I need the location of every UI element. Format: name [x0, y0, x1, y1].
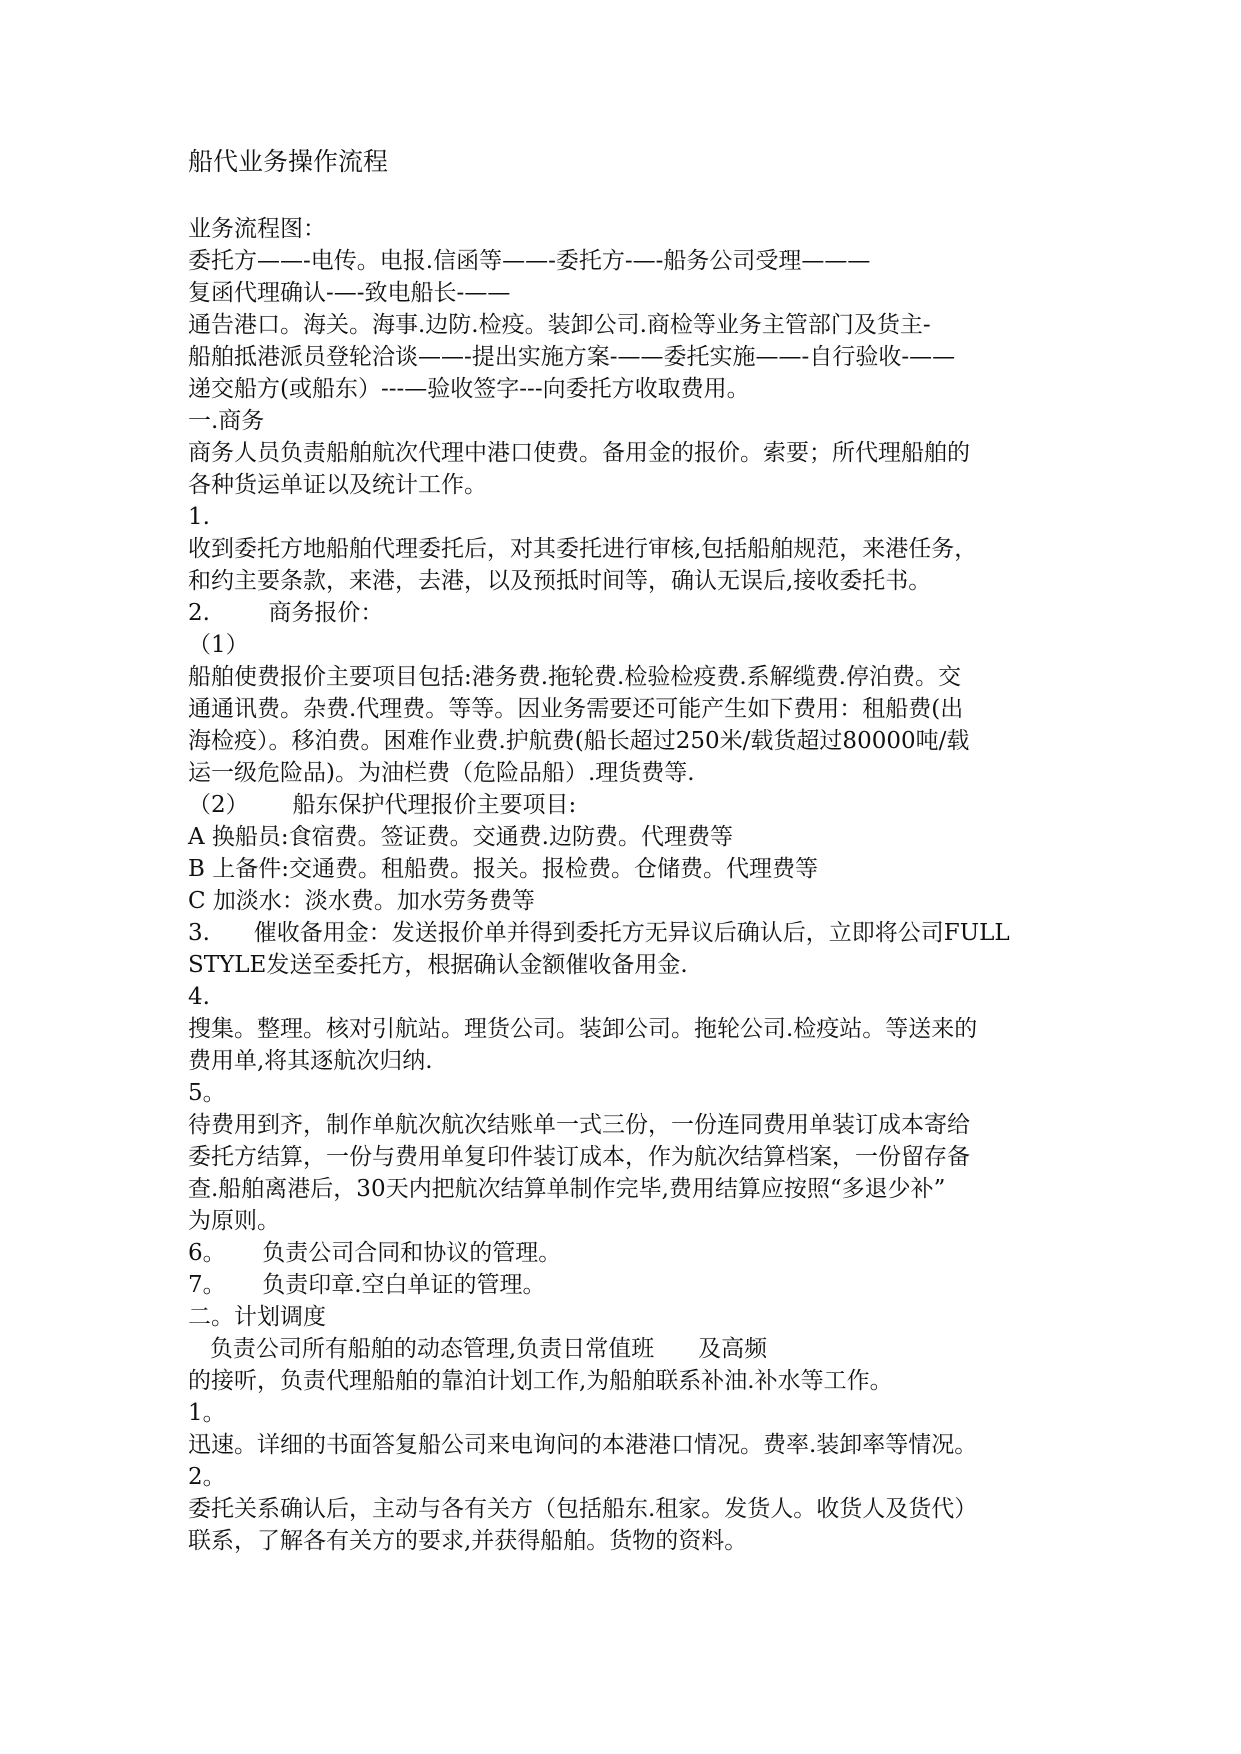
body-line: 商务人员负责船舶航次代理中港口使费。备用金的报价。索要；所代理船舶的 [188, 440, 970, 466]
body-line: 1。 [188, 1400, 226, 1426]
body-line: 通通讯费。杂费.代理费。等等。因业务需要还可能产生如下费用：租船费(出 [188, 696, 964, 722]
body-line: 递交船方(或船东）---—验收签字---向委托方收取费用。 [188, 376, 750, 402]
body-line: 3. 催收备用金：发送报价单并得到委托方无异议后确认后，立即将公司FULL [188, 920, 1010, 946]
body-line: 5。 [188, 1080, 226, 1106]
body-line: B 上备件:交通费。租船费。报关。报检费。仓储费。代理费等 [188, 856, 818, 882]
body-line: 委托方——-电传。电报.信函等——-委托方-—-船务公司受理——— [188, 248, 871, 274]
body-line: 为原则。 [188, 1208, 280, 1234]
body-line: 海检疫）。移泊费。困难作业费.护航费(船长超过250米/载货超过80000吨/载 [188, 728, 970, 754]
body-line: A 换船员:食宿费。签证费。交通费.边防费。代理费等 [188, 824, 733, 850]
body-line: 7。 负责印章.空白单证的管理。 [188, 1272, 546, 1298]
body-line: 查.船舶离港后，30天内把航次结算单制作完毕,费用结算应按照“多退少补” [188, 1176, 946, 1202]
body-line: 通告港口。海关。海事.边防.检疫。装卸公司.商检等业务主管部门及货主- [188, 312, 931, 338]
body-line: 委托关系确认后，主动与各有关方（包括船东.租家。发货人。收货人及货代） [188, 1496, 978, 1522]
body-line: 搜集。整理。核对引航站。理货公司。装卸公司。拖轮公司.检疫站。等送来的 [188, 1016, 978, 1042]
body-line: 2. 商务报价： [188, 600, 384, 626]
body-line: 的接听，负责代理船舶的靠泊计划工作,为船舶联系补油.补水等工作。 [188, 1368, 893, 1394]
body-line: 二。计划调度 [188, 1304, 326, 1330]
body-line: （2） 船东保护代理报价主要项目: [188, 792, 577, 818]
body-line: 负责公司所有船舶的动态管理,负责日常值班 及高频 [188, 1336, 768, 1362]
body-line: 船舶抵港派员登轮洽谈——-提出实施方案-——委托实施——-自行验收-—— [188, 344, 956, 370]
body-line: 各种货运单证以及统计工作。 [188, 472, 487, 498]
body-line: 费用单,将其逐航次归纳. [188, 1048, 433, 1074]
body-line: 4. [188, 984, 210, 1010]
body-line: 和约主要条款，来港，去港，以及预抵时间等，确认无误后,接收委托书。 [188, 568, 932, 594]
body-line: 1. [188, 504, 210, 530]
body-line: 运一级危险品)。为油栏费（危险品船）.理货费等. [188, 760, 695, 786]
body-line: 待费用到齐，制作单航次航次结账单一式三份，一份连同费用单装订成本寄给 [188, 1112, 970, 1138]
document-title: 船代业务操作流程 [188, 147, 389, 176]
body-line: 复函代理确认-—-致电船长-—— [188, 280, 511, 306]
document-body [188, 213, 1068, 1557]
body-line: 委托方结算，一份与费用单复印件装订成本，作为航次结算档案，一份留存备 [188, 1144, 970, 1170]
body-line: STYLE发送至委托方，根据确认金额催收备用金. [188, 952, 688, 978]
body-line: 业务流程图： [188, 216, 326, 242]
body-line: 2。 [188, 1464, 226, 1490]
body-line: 迅速。详细的书面答复船公司来电询问的本港港口情况。费率.装卸率等情况。 [188, 1432, 978, 1458]
body-line: 一.商务 [188, 408, 265, 434]
body-line: 收到委托方地船舶代理委托后，对其委托进行审核,包括船舶规范，来港任务， [188, 536, 978, 562]
body-line: 船舶使费报价主要项目包括:港务费.拖轮费.检验检疫费.系解缆费.停泊费。交 [188, 664, 961, 690]
body-line: （1） [188, 632, 249, 658]
body-line: 6。 负责公司合同和协议的管理。 [188, 1240, 562, 1266]
body-line: 联系，了解各有关方的要求,并获得船舶。货物的资料。 [188, 1528, 748, 1554]
body-line: C 加淡水：淡水费。加水劳务费等 [188, 888, 535, 914]
